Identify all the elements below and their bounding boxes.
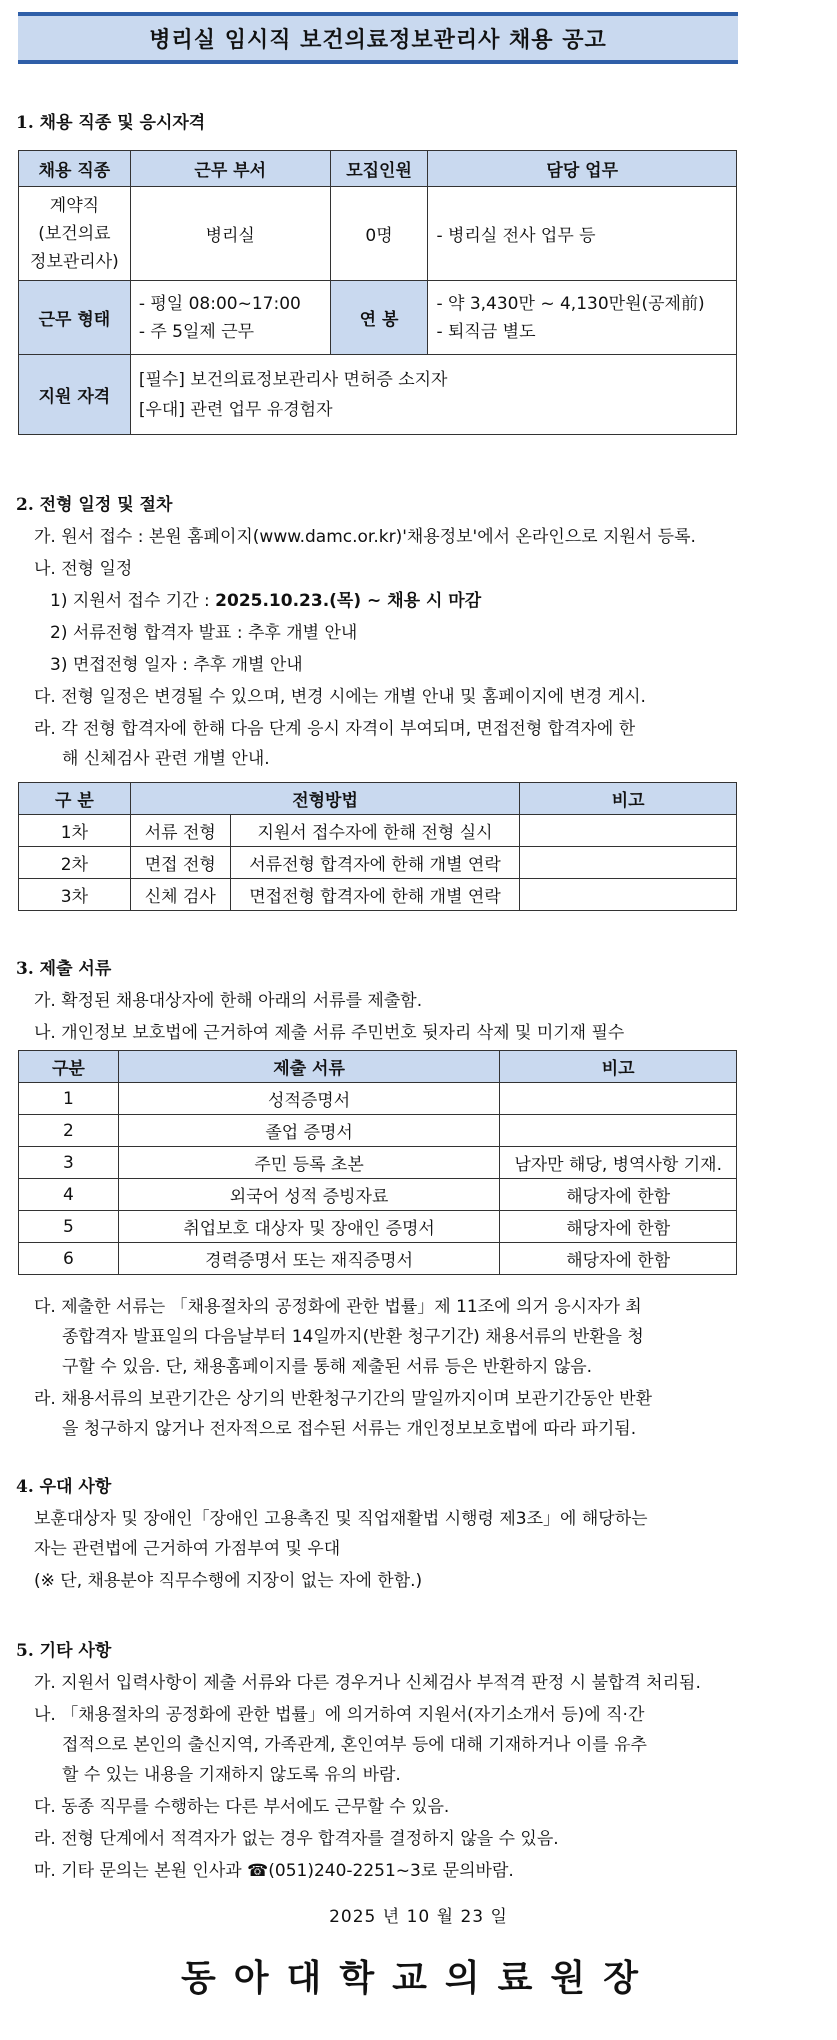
s3-line-c1: 다. 제출한 서류는 「채용절차의 공정화에 관한 법률」제 11조에 의거 응시자가 최	[34, 1297, 642, 1317]
s5-line-a: 가. 지원서 입력사항이 제출 서류와 다른 경우거나 신체검사 부적격 판정 시 불합격 처리됨.	[34, 1673, 701, 1693]
title-bar	[18, 12, 738, 64]
s3-line-c2: 종합격자 발표일의 다음날부터 14일까지(반환 청구기간) 채용서류의 반환을 청	[62, 1327, 644, 1347]
col-remark: 비고	[520, 783, 737, 815]
work-label: 근무 형태	[19, 281, 131, 355]
s5-line-b3: 할 수 있는 내용을 기재하지 않도록 유의 바람.	[62, 1765, 401, 1785]
announcement-date: 2025 년 10 월 23 일	[329, 1907, 508, 1927]
s5-line-e: 마. 기타 문의는 본원 인사과 ☎(051)240-2251~3로 문의바람.	[34, 1861, 514, 1881]
s2-line-c: 다. 전형 일정은 변경될 수 있으며, 변경 시에는 개별 안내 및 홈페이지에 변경 게시.	[34, 687, 646, 707]
col-note: 비고	[500, 1051, 737, 1083]
col-job-type: 채용 직종	[19, 151, 131, 187]
s5-line-b1: 나. 「채용절차의 공정화에 관한 법률」에 의거하여 지원서(자기소개서 등)에 직·간	[34, 1705, 645, 1725]
cell-salary: - 약 3,430만 ~ 4,130만원(공제前) - 퇴직금 별도	[428, 281, 737, 355]
s3-line-a: 가. 확정된 채용대상자에 한해 아래의 서류를 제출함.	[34, 991, 423, 1011]
s3-line-b: 나. 개인정보 보호법에 근거하여 제출 서류 주민번호 뒷자리 삭제 및 미기재 필수	[34, 1023, 625, 1043]
cell-work: - 평일 08:00~17:00 - 주 5일제 근무	[130, 281, 330, 355]
section-2-heading: 2. 전형 일정 및 절차	[16, 495, 173, 515]
s3-line-d2: 을 청구하지 않거나 전자적으로 접수된 서류는 개인정보보호법에 따라 파기됨.	[62, 1419, 637, 1439]
s4-line-1: 보훈대상자 및 장애인「장애인 고용촉진 및 직업재활법 시행령 제3조」에 해당하는	[34, 1509, 648, 1529]
table-row: 5 취업보호 대상자 및 장애인 증명서 해당자에 한함	[19, 1211, 737, 1243]
col-no: 구분	[19, 1051, 119, 1083]
qual-label: 지원 자격	[19, 355, 131, 435]
table-row: 3차 신체 검사 면접전형 합격자에 한해 개별 연락	[19, 879, 737, 911]
table-row: 4 외국어 성적 증빙자료 해당자에 한함	[19, 1179, 737, 1211]
s2-line-b3: 3) 면접전형 일자 : 추후 개별 안내	[50, 655, 303, 675]
table-row: 3 주민 등록 초본 남자만 해당, 병역사항 기재.	[19, 1147, 737, 1179]
s2-line-b: 나. 전형 일정	[34, 559, 133, 579]
s5-line-d: 라. 전형 단계에서 적격자가 없는 경우 합격자를 결정하지 않을 수 있음.	[34, 1829, 559, 1849]
section-5-heading: 5. 기타 사항	[16, 1641, 112, 1661]
table-row: 1 성적증명서	[19, 1083, 737, 1115]
section-4-heading: 4. 우대 사항	[16, 1477, 112, 1497]
recruit-table	[18, 150, 737, 435]
s5-line-b2: 접적으로 본인의 출신지역, 가족관계, 혼인여부 등에 대해 기재하거나 이를 유추	[62, 1735, 647, 1755]
documents-table	[18, 1050, 737, 1275]
cell-qual: [필수] 보건의료정보관리사 면허증 소지자 [우대] 관련 업무 유경험자	[130, 355, 736, 435]
signer-name: 동아대학교의료원장	[181, 1957, 656, 1999]
section-1-heading: 1. 채용 직종 및 응시자격	[16, 113, 206, 133]
s5-line-c: 다. 동종 직무를 수행하는 다른 부서에도 근무할 수 있음.	[34, 1797, 450, 1817]
section-3-heading: 3. 제출 서류	[16, 959, 112, 979]
s4-line-2: 자는 관련법에 근거하여 가점부여 및 우대	[34, 1539, 341, 1559]
cell-job-type: 계약직 (보건의료 정보관리사)	[19, 187, 131, 281]
table-row: 2차 면접 전형 서류전형 합격자에 한해 개별 연락	[19, 847, 737, 879]
page-title: 병리실 임시직 보건의료정보관리사 채용 공고	[149, 26, 607, 53]
table-row: 2 졸업 증명서	[19, 1115, 737, 1147]
s3-line-c3: 구할 수 있음. 단, 채용홈페이지를 통해 제출된 서류 등은 반환하지 않음.	[62, 1357, 593, 1377]
table-row: 6 경력증명서 또는 재직증명서 해당자에 한함	[19, 1243, 737, 1275]
col-stage: 구 분	[19, 783, 131, 815]
col-dept: 근무 부서	[130, 151, 330, 187]
cell-duty: - 병리실 전사 업무 등	[428, 187, 737, 281]
table-row: 1차 서류 전형 지원서 접수자에 한해 전형 실시	[19, 815, 737, 847]
cell-count: 0명	[330, 187, 428, 281]
col-method: 전형방법	[130, 783, 519, 815]
salary-label: 연 봉	[330, 281, 428, 355]
selection-table	[18, 782, 737, 911]
s2-line-b2: 2) 서류전형 합격자 발표 : 추후 개별 안내	[50, 623, 358, 643]
col-duty: 담당 업무	[428, 151, 737, 187]
s3-line-d1: 라. 채용서류의 보관기간은 상기의 반환청구기간의 말일까지이며 보관기간동안 반환	[34, 1389, 652, 1409]
s4-line-3: (※ 단, 채용분야 직무수행에 지장이 없는 자에 한함.)	[34, 1571, 423, 1591]
s2-line-a: 가. 원서 접수 : 본원 홈페이지(www.damc.or.kr)'채용정보'에서 온라인으로 지원서 등록.	[34, 527, 696, 547]
col-doc: 제출 서류	[118, 1051, 499, 1083]
col-count: 모집인원	[330, 151, 428, 187]
s2-line-d2: 해 신체검사 관련 개별 안내.	[62, 749, 270, 769]
s2-line-d1: 라. 각 전형 합격자에 한해 다음 단계 응시 자격이 부여되며, 면접전형 합격자에 한	[34, 719, 636, 739]
s2-line-b1: 1) 지원서 접수 기간 : 2025.10.23.(목) ~ 채용 시 마감	[50, 591, 482, 611]
cell-dept: 병리실	[130, 187, 330, 281]
